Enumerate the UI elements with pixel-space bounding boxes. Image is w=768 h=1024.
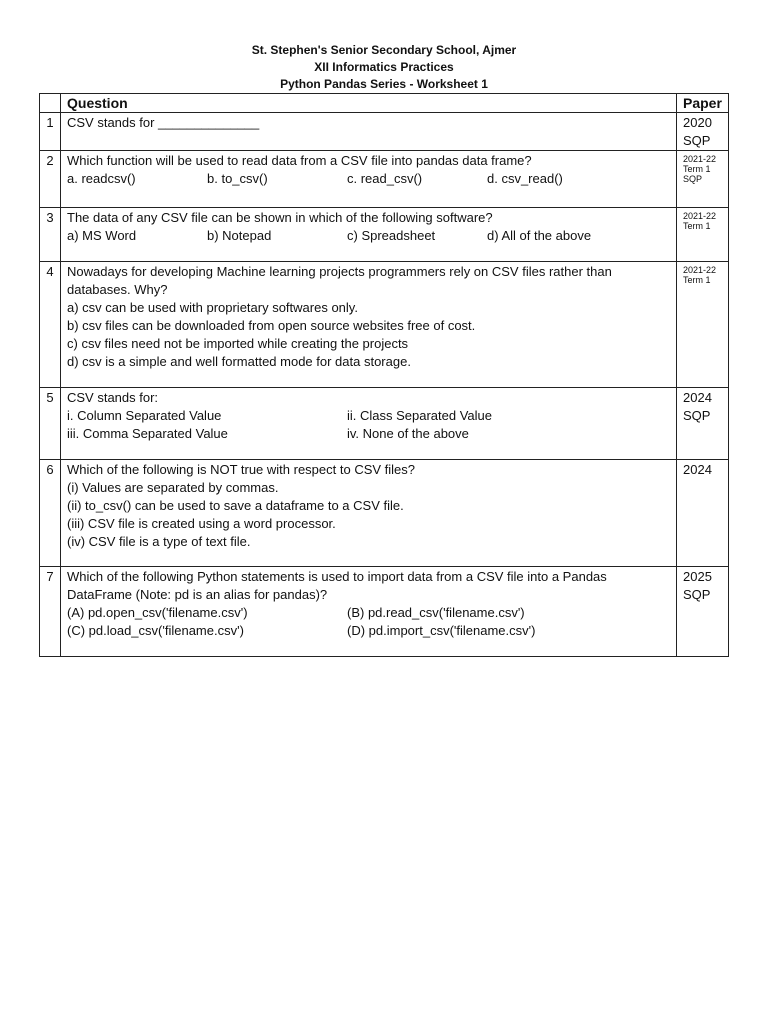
question-text: Which of the following Python statements is used to import data from a CSV file into a Pandas DataFrame (Note: pd is an alias for pandas)? — [67, 569, 607, 602]
paper-cell — [677, 151, 729, 208]
paper-term: Term 1 — [683, 164, 711, 174]
paper-type: SQP — [683, 408, 711, 423]
table-row — [40, 262, 729, 388]
paper-term: Term 1 — [683, 221, 711, 231]
option-d: (D) pd.import_csv('filename.csv') — [347, 623, 536, 638]
option-iv: iv. None of the above — [347, 426, 469, 441]
option-i: i. Column Separated Value — [67, 408, 222, 423]
options-row — [67, 407, 672, 425]
options-row — [67, 227, 672, 245]
table-row — [40, 151, 729, 208]
option-b: b) csv files can be downloaded from open source websites free of cost. — [67, 318, 476, 333]
question-cell — [61, 388, 677, 460]
option-d: d) All of the above — [487, 228, 592, 243]
paper-cell — [677, 460, 729, 567]
question-cell — [61, 460, 677, 567]
option-b: b. to_csv() — [207, 171, 268, 186]
school-name: St. Stephen's Senior Secondary School, Ajmer — [251, 43, 517, 57]
option-ii: ii. Class Separated Value — [347, 408, 493, 423]
header-num-cell — [40, 94, 61, 113]
option-a: (A) pd.open_csv('filename.csv') — [67, 605, 248, 620]
options-row — [67, 604, 672, 622]
paper-year: 2021-22 — [683, 154, 717, 164]
header-paper: Paper — [677, 94, 729, 113]
paper-cell — [677, 262, 729, 388]
question-text: CSV stands for ______________ — [67, 115, 260, 130]
paper-cell — [677, 113, 729, 151]
paper-cell — [677, 567, 729, 657]
option-i: (i) Values are separated by commas. — [67, 480, 279, 495]
paper-type: SQP — [683, 587, 711, 602]
question-number: 6 — [40, 460, 61, 567]
question-cell — [61, 113, 677, 151]
paper-type: SQP — [683, 174, 703, 184]
question-table — [39, 93, 729, 657]
worksheet-title: Python Pandas Series - Worksheet 1 — [280, 77, 488, 91]
paper-cell — [677, 208, 729, 262]
table-row — [40, 460, 729, 567]
header-question: Question — [61, 94, 677, 113]
option-d: d. csv_read() — [487, 171, 563, 186]
question-number: 1 — [40, 113, 61, 151]
table-row — [40, 388, 729, 460]
options-row — [67, 170, 672, 188]
paper-year: 2020 — [683, 115, 712, 130]
option-a: a) csv can be used with proprietary softwares only. — [67, 300, 358, 315]
question-cell — [61, 208, 677, 262]
table-header-row — [40, 94, 729, 113]
option-a: a) MS Word — [67, 228, 137, 243]
options-row — [67, 622, 672, 640]
question-cell — [61, 151, 677, 208]
paper-year: 2021-22 — [683, 265, 717, 275]
question-number: 5 — [40, 388, 61, 460]
question-text: Which function will be used to read data from a CSV file into pandas data frame? — [67, 153, 532, 168]
question-text: CSV stands for: — [67, 390, 159, 405]
option-d: d) csv is a simple and well formatted mode for data storage. — [67, 354, 411, 369]
table-row — [40, 113, 729, 151]
option-iii: iii. Comma Separated Value — [67, 426, 228, 441]
paper-year: 2021-22 — [683, 211, 717, 221]
question-cell — [61, 567, 677, 657]
option-c: (C) pd.load_csv('filename.csv') — [67, 623, 244, 638]
question-text: The data of any CSV file can be shown in which of the following software? — [67, 210, 493, 225]
option-a: a. readcsv() — [67, 171, 136, 186]
option-b: b) Notepad — [207, 228, 272, 243]
option-iii: (iii) CSV file is created using a word processor. — [67, 516, 336, 531]
class-name: XII Informatics Practices — [314, 60, 454, 74]
paper-cell — [677, 388, 729, 460]
option-b: (B) pd.read_csv('filename.csv') — [347, 605, 525, 620]
worksheet-header — [0, 42, 768, 93]
paper-type: SQP — [683, 133, 711, 148]
paper-year: 2024 — [683, 462, 712, 477]
question-number: 4 — [40, 262, 61, 388]
option-ii: (ii) to_csv() can be used to save a dataframe to a CSV file. — [67, 498, 404, 513]
question-number: 7 — [40, 567, 61, 657]
option-c: c) csv files need not be imported while creating the projects — [67, 336, 409, 351]
question-cell — [61, 262, 677, 388]
paper-term: Term 1 — [683, 275, 711, 285]
table-row — [40, 567, 729, 657]
paper-year: 2025 — [683, 569, 712, 584]
option-c: c. read_csv() — [347, 171, 423, 186]
question-text: Which of the following is NOT true with respect to CSV files? — [67, 462, 416, 477]
options-row — [67, 425, 672, 443]
table-row — [40, 208, 729, 262]
option-c: c) Spreadsheet — [347, 228, 436, 243]
question-number: 2 — [40, 151, 61, 208]
question-number: 3 — [40, 208, 61, 262]
question-text: Nowadays for developing Machine learning projects programmers rely on CSV files rather than databases. Why? — [67, 264, 612, 297]
option-iv: (iv) CSV file is a type of text file. — [67, 534, 251, 549]
paper-year: 2024 — [683, 390, 712, 405]
